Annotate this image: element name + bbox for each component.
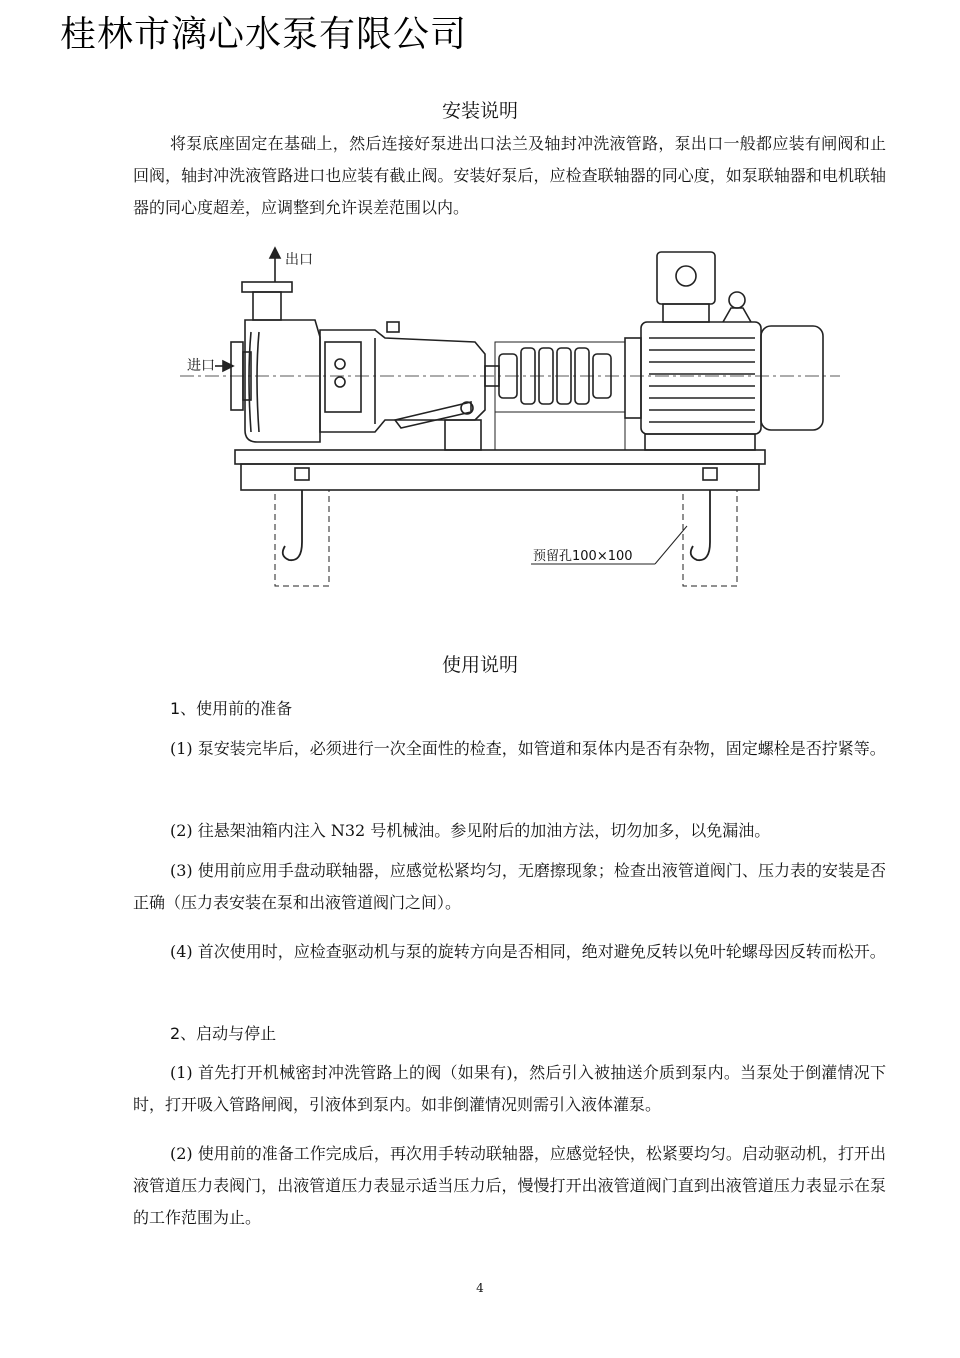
outlet-flange — [242, 282, 292, 292]
section1-item-1: (1) 泵安装完毕后，必须进行一次全面性的检查，如管道和泵体内是否有杂物，固定螺栓是否拧紧等。 — [170, 739, 886, 758]
base-plate — [235, 450, 765, 464]
section1-item-3: (3) 使用前应用手盘动联轴器，应感觉松紧均匀，无磨擦现象；检查出液管道阀门、压力表的安装是否正确（压力表安装在泵和出液管道阀门之间）。 — [133, 861, 886, 912]
section1-item-2: (2) 往悬架油箱内注入 N32 号机械油。参见附后的加油方法，切勿加多，以免漏油。 — [170, 821, 771, 840]
terminal-box — [657, 252, 715, 304]
hole-label: 预留孔100×100 — [533, 549, 633, 564]
pump-installation-diagram — [175, 242, 843, 592]
install-title: 安装说明 — [441, 100, 518, 122]
section1-item-4: (4) 首次使用时，应检查驱动机与泵的旋转方向是否相同，绝对避免反转以免叶轮螺母因反转而松开。 — [170, 942, 886, 961]
outlet-label: 出口 — [285, 252, 313, 268]
section2-heading: 2、启动与停止 — [170, 1024, 277, 1043]
install-paragraph: 将泵底座固定在基础上，然后连接好泵进出口法兰及轴封冲洗液管路，泵出口一般都应装有闸阀和止回阀，轴封冲洗液管路进口也应装有截止阀。安装好泵后，应检查联轴器的同心度，如泵联轴器和电机联轴器的同心度超差，应调整到允许误差范围以内。 — [133, 134, 886, 217]
company-name: 桂林市漓心水泵有限公司 — [60, 14, 468, 55]
anchor-hook-right — [691, 490, 710, 560]
pump-drawing — [175, 242, 843, 592]
outlet-arrow-icon — [270, 248, 280, 258]
section1-heading: 1、使用前的准备 — [170, 699, 293, 718]
page-number: 4 — [476, 1281, 484, 1295]
anchor-hook-left — [283, 490, 302, 560]
section2-item-1: (1) 首先打开机械密封冲洗管路上的阀（如果有)，然后引入被抽送介质到泵内。当泵处于倒灌情况下时，打开吸入管路闸阀，引液体到泵内。如非倒灌情况则需引入液体灌泵。 — [133, 1063, 886, 1114]
usage-title: 使用说明 — [441, 654, 518, 676]
inlet-label: 进口 — [187, 358, 215, 374]
motor-fan-cover — [761, 326, 823, 430]
section2-item-2: (2) 使用前的准备工作完成后，再次用手转动联轴器，应感觉轻快，松紧要均匀。启动驱动机，打开出液管道压力表阀门，出液管道压力表显示适当压力后，慢慢打开出液管道阀门直到出液管道压力表显示在泵的工作范围为止。 — [133, 1144, 886, 1227]
